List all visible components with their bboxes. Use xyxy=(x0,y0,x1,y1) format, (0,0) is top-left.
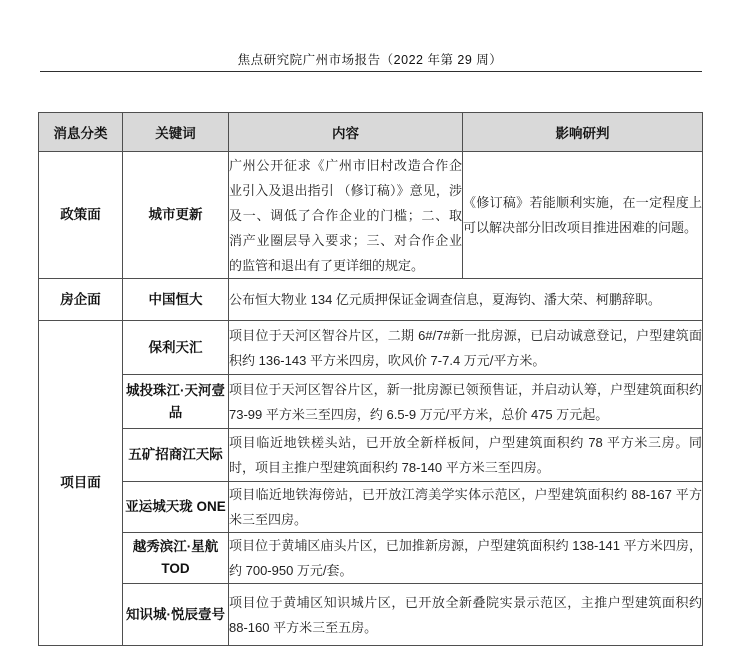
policy-impact-cell: 《修订稿》若能顺利实施，在一定程度上可以解决部分旧改项目推进困难的问题。 xyxy=(463,152,703,279)
header-cell-category: 消息分类 xyxy=(39,113,123,152)
policy-keyword-cell: 城市更新 xyxy=(123,152,229,279)
project-keyword-cell: 城投珠江·天河壹品 xyxy=(123,375,229,429)
table-row-project-5 xyxy=(39,533,703,584)
project-keyword-cell: 知识城·悦辰壹号 xyxy=(123,584,229,646)
project-content-cell: 项目位于天河区智谷片区，二期 6#/7#新一批房源，已启动诚意登记，户型建筑面积约 136-143 平方米四房，吹风价 7-7.4 万元/平方米。 xyxy=(229,321,703,375)
project-content-cell: 项目位于黄埔区庙头片区，已加推新房源，户型建筑面积约 138-141 平方米四房，约 700-950 万元/套。 xyxy=(229,533,703,584)
table-row-project-3 xyxy=(39,429,703,482)
report-table xyxy=(38,112,703,646)
table-header-row xyxy=(39,113,703,152)
project-content-cell: 项目位于黄埔区知识城片区，已开放全新叠院实景示范区，主推户型建筑面积约 88-160 平方米三至五房。 xyxy=(229,584,703,646)
table-row-project-6 xyxy=(39,584,703,646)
title-divider xyxy=(40,71,702,72)
project-content-cell: 项目临近地铁槎头站，已开放全新样板间，户型建筑面积约 78 平方米三房。同时，项目主推户型建筑面积约 78-140 平方米三至四房。 xyxy=(229,429,703,482)
company-category-cell: 房企面 xyxy=(39,279,123,321)
project-keyword-cell: 越秀滨江·星航 TOD xyxy=(123,533,229,584)
project-keyword-cell: 保利天汇 xyxy=(123,321,229,375)
header-cell-content: 内容 xyxy=(229,113,463,152)
project-keyword-cell: 亚运城天珑 ONE xyxy=(123,482,229,533)
company-content-cell: 公布恒大物业 134 亿元质押保证金调查信息，夏海钧、潘大荣、柯鹏辞职。 xyxy=(229,279,703,321)
table-row-policy xyxy=(39,152,703,279)
policy-category-cell: 政策面 xyxy=(39,152,123,279)
table-row-project-2 xyxy=(39,375,703,429)
page-title: 焦点研究院广州市场报告（2022 年第 29 周） xyxy=(237,53,503,67)
company-keyword-cell: 中国恒大 xyxy=(123,279,229,321)
project-content-cell: 项目临近地铁海傍站，已开放江湾美学实体示范区，户型建筑面积约 88-167 平方米三至四房。 xyxy=(229,482,703,533)
project-content-cell: 项目位于天河区智谷片区，新一批房源已领预售证，并启动认筹，户型建筑面积约 73-99 平方米三至四房，约 6.5-9 万元/平方米，总价 475 万元起。 xyxy=(229,375,703,429)
table-row-project-4 xyxy=(39,482,703,533)
policy-content-cell: 广州公开征求《广州市旧村改造合作企业引入及退出指引 （修订稿）》意见，涉及一、调低了合作企业的门槛；二、取消产业圈层导入要求；三、对合作企业的监管和退出有了更详细的规定。 xyxy=(229,152,463,279)
header-cell-keyword: 关键词 xyxy=(123,113,229,152)
table-row-project-1 xyxy=(39,321,703,375)
project-keyword-cell: 五矿招商江天际 xyxy=(123,429,229,482)
table-row-company xyxy=(39,279,703,321)
projects-category-cell: 项目面 xyxy=(39,321,123,646)
header-cell-impact: 影响研判 xyxy=(463,113,703,152)
